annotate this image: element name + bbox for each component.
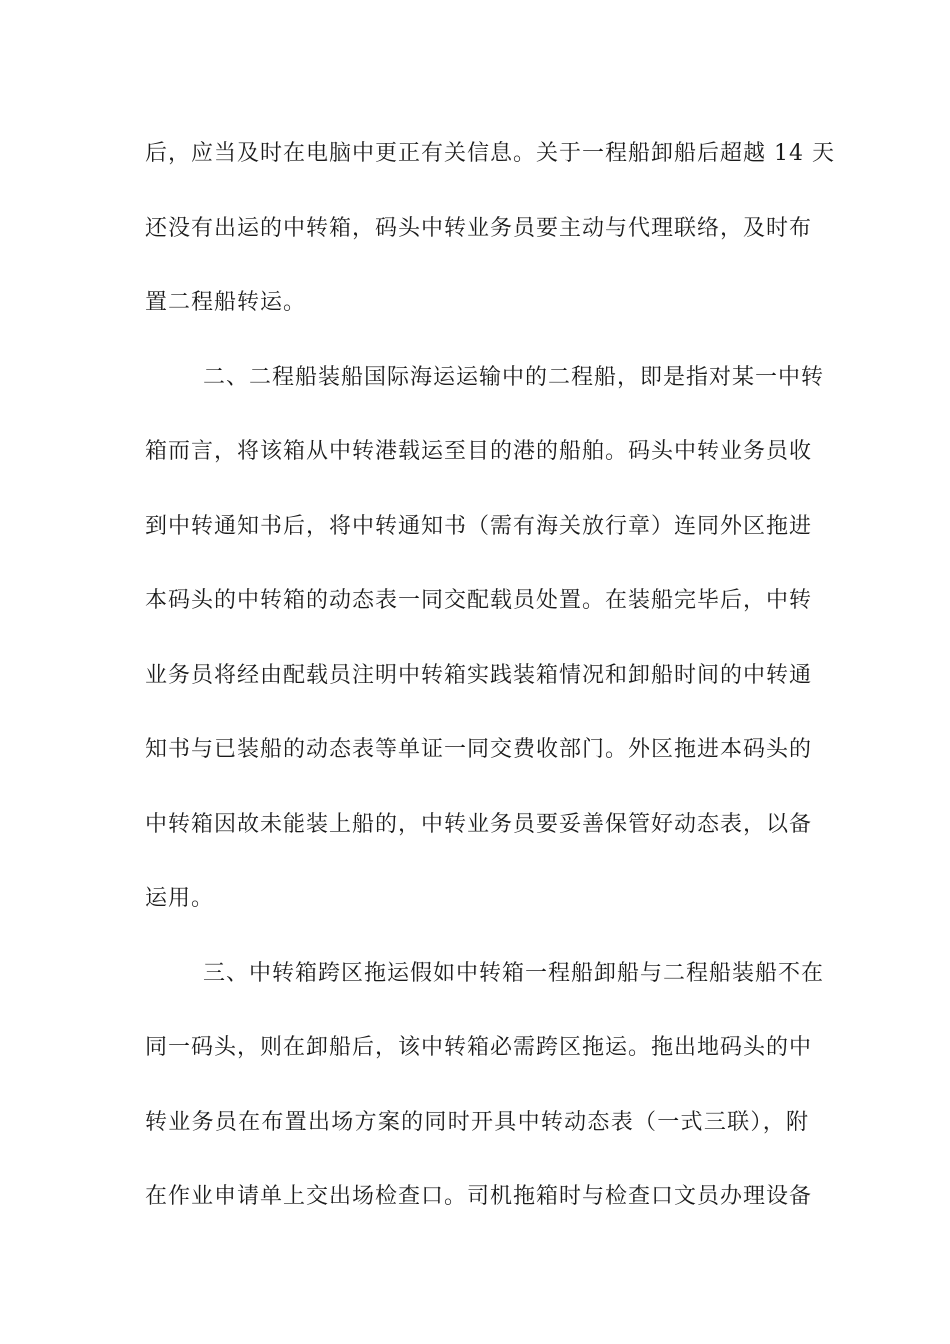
document-body bbox=[145, 135, 835, 1253]
text-line: 后，应当及时在电脑中更正有关信息。关于一程船卸船后超越 14 天 bbox=[145, 141, 835, 166]
text-line: 还没有出运的中转箱，码头中转业务员要主动与代理联络，及时布 bbox=[145, 215, 813, 241]
text-line: 知书与已装船的动态表等单证一同交费收部门。外区拖进本码头的 bbox=[145, 737, 813, 762]
text-line: 转业务员在布置出场方案的同时开具中转动态表（一式三联），附 bbox=[145, 1109, 809, 1135]
section-heading-line: 二、二程船装船国际海运运输中的二程船，即是指对某一中转 bbox=[203, 364, 825, 390]
text-line: 置二程船转运。 bbox=[145, 290, 307, 315]
text-line: 业务员将经由配载员注明中转箱实践装箱情况和卸船时间的中转通 bbox=[145, 662, 813, 688]
text-line: 到中转通知书后，将中转通知书（需有海关放行章）连同外区拖进 bbox=[145, 513, 813, 539]
text-line: 中转箱因故未能装上船的，中转业务员要妥善保管好动态表，以备 bbox=[145, 811, 813, 837]
section-heading-line: 三、中转箱跨区拖运假如中转箱一程船卸船与二程船装船不在 bbox=[203, 960, 825, 986]
text-line: 箱而言，将该箱从中转港载运至目的港的船舶。码头中转业务员收 bbox=[145, 439, 813, 464]
text-line: 同一码头，则在卸船后，该中转箱必需跨区拖运。拖出地码头的中 bbox=[145, 1035, 813, 1060]
text-line: 在作业申请单上交出场检查口。司机拖箱时与检查口文员办理设备 bbox=[145, 1184, 813, 1209]
text-line: 运用。 bbox=[145, 886, 215, 911]
text-line: 本码头的中转箱的动态表一同交配载员处置。在装船完毕后，中转 bbox=[145, 588, 813, 613]
